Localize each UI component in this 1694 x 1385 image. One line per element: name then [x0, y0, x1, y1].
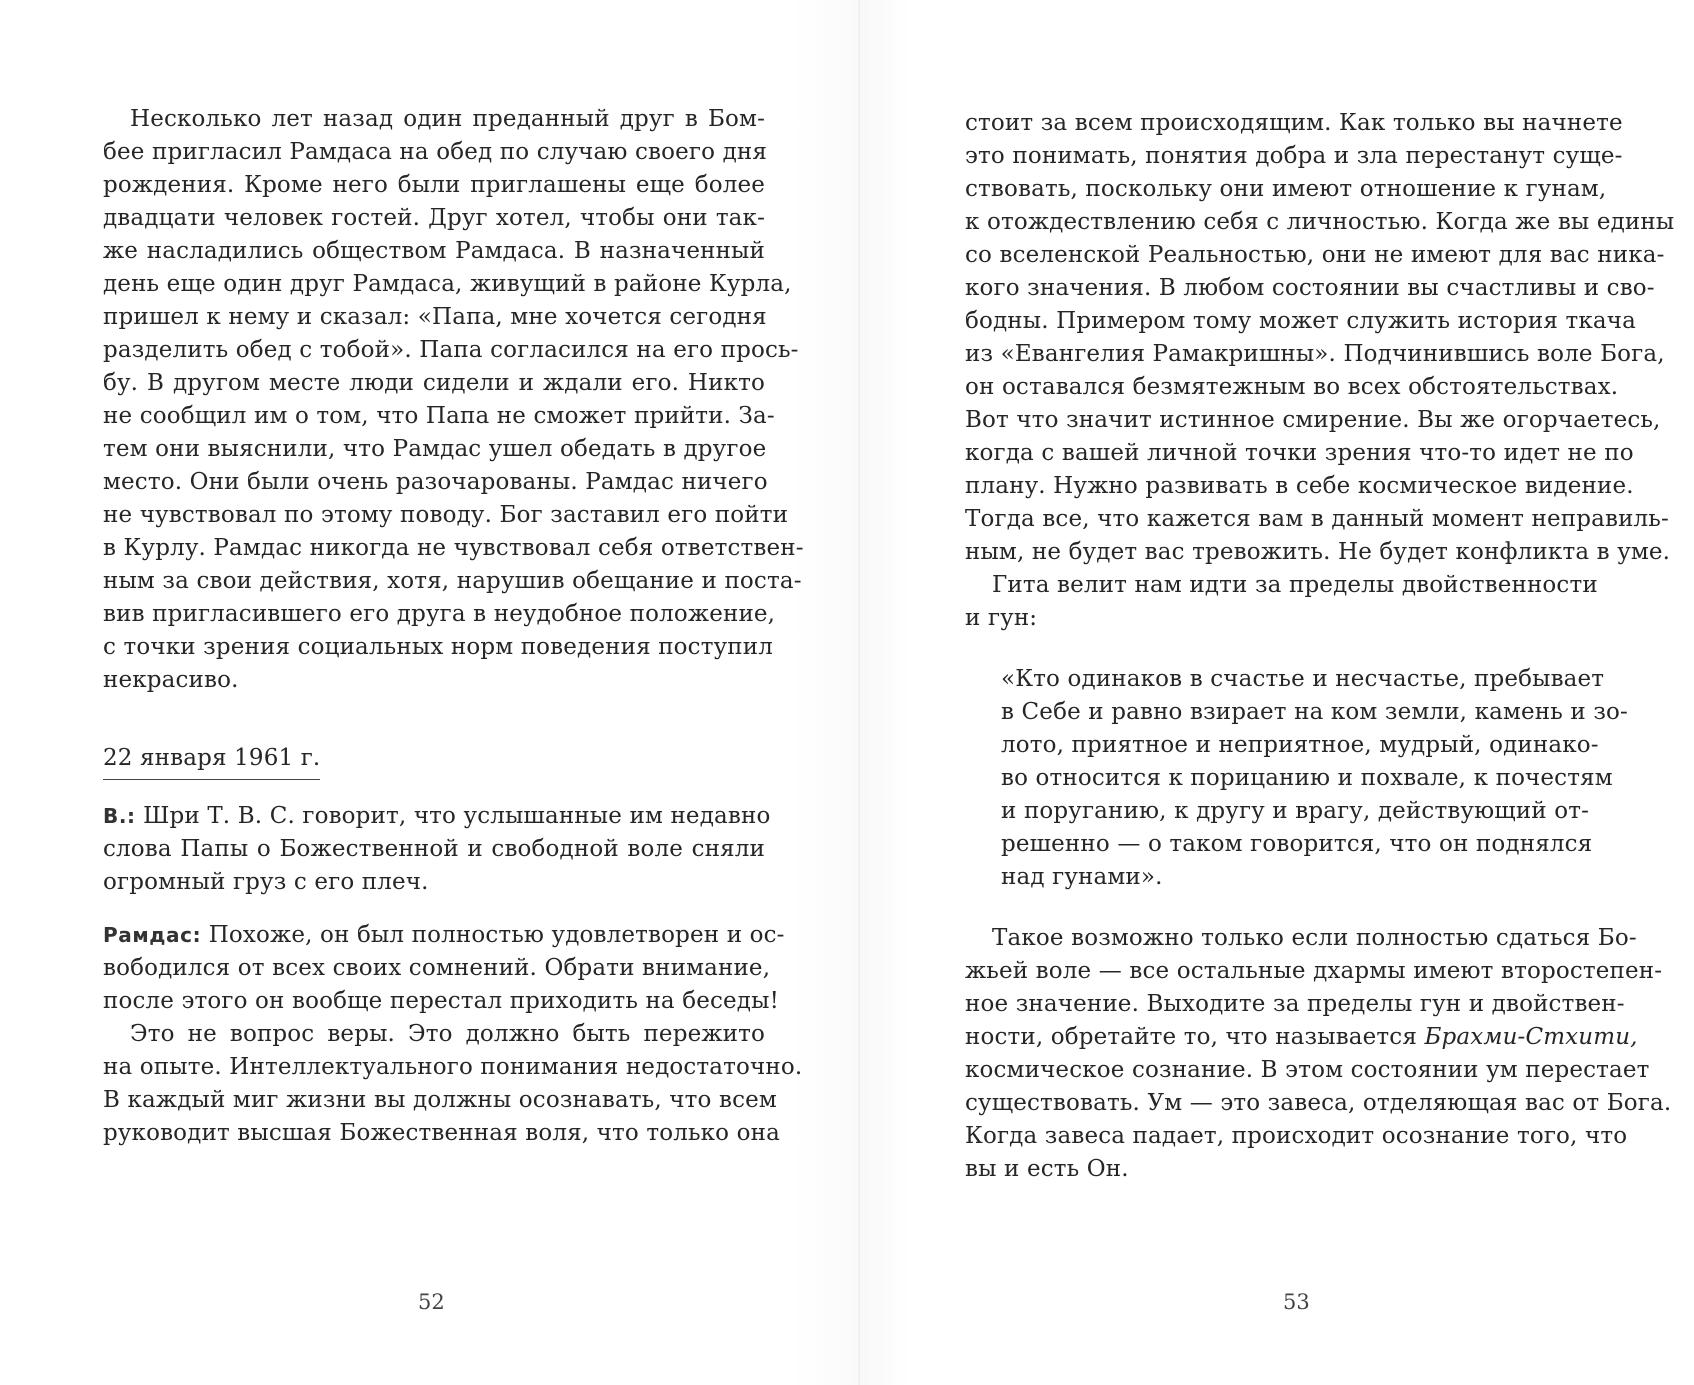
quote-line: и поруганию, к другу и врагу, действующий от-: [1001, 798, 1590, 824]
italic-term: Брахми-Стхити,: [1424, 1024, 1638, 1050]
text-line: со вселенской Реальностью, они не имеют для вас ника-: [965, 242, 1665, 268]
question-block: [103, 800, 771, 899]
answer-lead: Рамдас:: [103, 923, 202, 947]
text-line: не чувствовал по этому поводу. Бог заставил его пойти: [103, 502, 789, 528]
text-line: жьей воле — все остальные дхармы имеют второстепен-: [965, 958, 1663, 984]
text-line: место. Они были очень разочарованы. Рамдас ничего: [103, 469, 768, 495]
text-line: ствовать, поскольку они имеют отношение к гунам,: [965, 176, 1607, 202]
text-line: когда с вашей личной точки зрения что-то идет не по: [965, 440, 1634, 466]
text-line: не сообщил им о том, что Папа не сможет прийти. За-: [103, 403, 775, 429]
text-line: он оставался безмятежным во всех обстоятельствах.: [965, 374, 1619, 400]
text-line: на опыте. Интеллектуального понимания недостаточно.: [103, 1054, 803, 1080]
text-line: космическое сознание. В этом состоянии ум перестает: [965, 1057, 1650, 1083]
text-line: стоит за всем происходящим. Как только вы начнете: [965, 110, 1623, 136]
quote-line: во относится к порицанию и похвале, к почестям: [1001, 765, 1613, 791]
text-line: Это не вопрос веры. Это должно быть пережито: [130, 1021, 765, 1047]
answer-text: Похоже, он был полностью удовлетворен и ос-: [208, 922, 785, 948]
text-line: Гита велит нам идти за пределы двойственности: [992, 572, 1598, 598]
text-line: день еще один друг Рамдаса, живущий в районе Курла,: [103, 271, 792, 297]
question-lead: В.:: [103, 804, 136, 828]
text-line: рождения. Кроме него были приглашены еще более: [103, 172, 765, 198]
text-line: кого значения. В любом состоянии вы счастливы и сво-: [965, 275, 1655, 301]
text-line: после этого он вообще перестал приходить на беседы!: [103, 988, 779, 1014]
text-line: с точки зрения социальных норм поведения поступил: [103, 634, 773, 660]
text-fragment: ности, обретайте то, что называется: [965, 1024, 1425, 1050]
text-line: [103, 919, 785, 952]
right-page-text: [965, 107, 1675, 1186]
text-line: слова Папы о Божественной и свободной воле сняли: [103, 836, 765, 862]
text-line: вободился от всех своих сомнений. Обрати внимание,: [103, 955, 771, 981]
page-number: 53: [1283, 1290, 1310, 1314]
text-line: ным, не будет вас тревожить. Не будет конфликта в уме.: [965, 539, 1671, 565]
text-line: бодны. Примером тому может служить история ткача: [965, 308, 1636, 334]
text-line: и гун:: [965, 605, 1038, 631]
text-line: плану. Нужно развивать в себе космическое видение.: [965, 473, 1634, 499]
text-line: это понимать, понятия добра и зла перестанут суще-: [965, 143, 1623, 169]
answer-block: [103, 919, 803, 1150]
paragraph: [965, 107, 1675, 569]
text-line: ное значение. Выходите за пределы гун и двойствен-: [965, 991, 1625, 1017]
text-line: пришел к нему и сказал: «Папа, мне хочется сегодня: [103, 304, 767, 330]
paragraph: [103, 103, 804, 697]
text-line: Когда завеса падает, происходит осознание того, что: [965, 1123, 1628, 1149]
text-line: двадцати человек гостей. Друг хотел, чтобы они так-: [103, 205, 765, 231]
text-line: разделить обед с тобой». Папа согласился на его прось-: [103, 337, 799, 363]
paragraph: [965, 922, 1672, 1186]
page-number: 52: [418, 1290, 445, 1314]
text-line: В каждый миг жизни вы должны осознавать, что всем: [103, 1087, 777, 1113]
left-page-text: [103, 103, 804, 1150]
text-line: руководит высшая Божественная воля, что только она: [103, 1120, 780, 1146]
text-line: [965, 1021, 1638, 1054]
quote-line: в Себе и равно взирает на ком земли, камень и зо-: [1001, 699, 1628, 725]
paragraph: [965, 569, 1597, 635]
quote-line: «Кто одинаков в счастье и несчастье, пребывает: [1001, 666, 1605, 692]
text-line: к отождествлению себя с личностью. Когда же вы едины: [965, 209, 1675, 235]
quote-line: лото, приятное и неприятное, мудрый, одинако-: [1001, 732, 1599, 758]
text-line: ным за свои действия, хотя, нарушив обещание и поста-: [103, 568, 802, 594]
text-line: вы и есть Он.: [965, 1156, 1129, 1182]
text-line: Такое возможно только если полностью сдаться Бо-: [992, 925, 1637, 951]
text-line: вив пригласившего его друга в неудобное положение,: [103, 601, 776, 627]
text-line: Вот что значит истинное смирение. Вы же огорчаетесь,: [965, 407, 1661, 433]
text-line: же насладились обществом Рамдаса. В назначенный: [103, 238, 765, 264]
text-line: [103, 800, 771, 833]
quote-line: над гунами».: [1001, 864, 1163, 890]
text-line: в Курлу. Рамдас никогда не чувствовал себя ответствен-: [103, 535, 804, 561]
text-line: из «Евангелия Рамакришны». Подчинившись воле Бога,: [965, 341, 1665, 367]
text-line: бее пригласил Рамдаса на обед по случаю своего дня: [103, 139, 768, 165]
text-line: Тогда все, что кажется вам в данный момент неправиль-: [965, 506, 1669, 532]
question-text: Шри Т. В. С. говорит, что услышанные им недавно: [143, 803, 771, 829]
text-line: огромный груз с его плеч.: [103, 869, 429, 895]
gita-quote: [965, 663, 1628, 894]
date-heading: 22 января 1961 г.: [103, 742, 320, 780]
text-line: существовать. Ум — это завеса, отделяющая вас от Бога.: [965, 1090, 1672, 1116]
text-line: Несколько лет назад один преданный друг в Бом-: [130, 106, 765, 132]
text-line: бу. В другом месте люди сидели и ждали его. Никто: [103, 370, 765, 396]
quote-line: решенно — о таком говорится, что он поднялся: [1001, 831, 1593, 857]
text-line: тем они выяснили, что Рамдас ушел обедать в другое: [103, 436, 767, 462]
text-line: некрасиво.: [103, 667, 239, 693]
